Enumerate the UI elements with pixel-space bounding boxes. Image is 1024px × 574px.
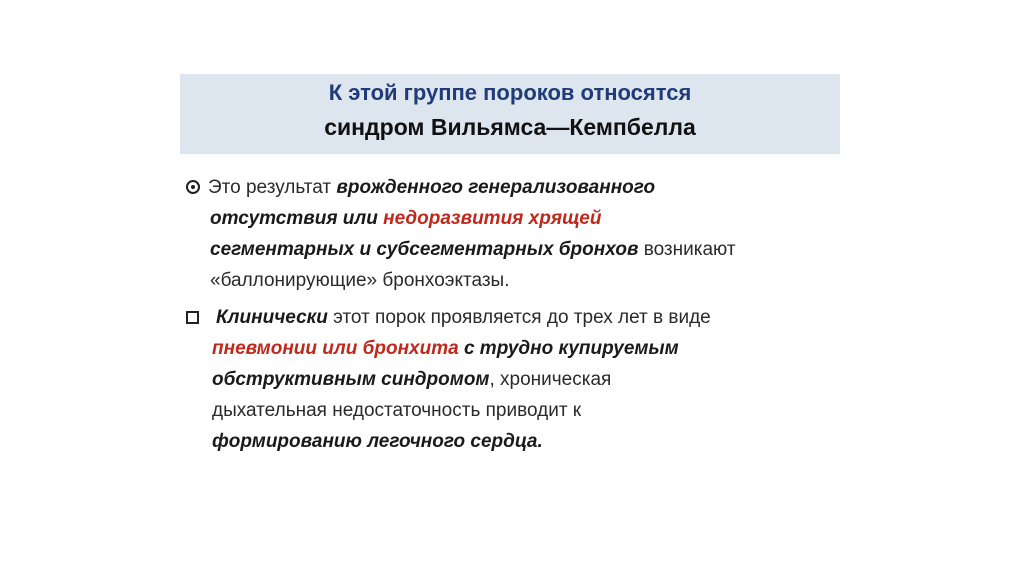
text-run: возникают [638,239,736,260]
emphasis-text: обструктивным синдромом [212,369,490,390]
bullet-2-line-4 [212,395,581,426]
text-run: , хроническая [489,369,612,390]
bullet-2-line-1 [216,302,711,333]
text-run: дыхательная недостаточность приводит к [212,400,582,421]
emphasis-text: Клинически [216,307,328,328]
bullet-2-line-5 [212,426,543,457]
emphasis-text: формированию легочного сердца. [212,431,543,452]
title-line-2: синдром Вильямса—Кемпбелла [324,114,696,140]
emphasis-text: врожденного генерализованного [336,177,656,198]
checkbox-bullet-icon [186,302,208,333]
emphasis-text: сегментарных и субсегментарных бронхов [210,239,639,260]
text-run: «баллонирующие» бронхоэктазы. [210,270,510,291]
emphasis-text: отсутствия или [210,208,384,229]
bullet-1-line-4 [210,265,509,296]
bullet-1-line-1 [208,172,655,203]
text-run: этот порок проявляется до трех лет в виде [327,307,711,328]
bullet-2-line-3 [212,364,611,395]
text-run: Это результат [208,177,337,198]
bullet-1-line-2 [210,203,601,234]
emphasis-text: с трудно купируемым [458,338,679,359]
bullet-1-line-3 [210,234,736,265]
bullet-2-line-2 [212,333,679,364]
radio-bullet-icon [186,172,208,203]
title-band [180,74,840,154]
highlight-text: недоразвития хрящей [383,208,602,229]
title-line-1: К этой группе пороков относятся [328,80,692,105]
highlight-text: пневмонии или бронхита [212,338,459,359]
